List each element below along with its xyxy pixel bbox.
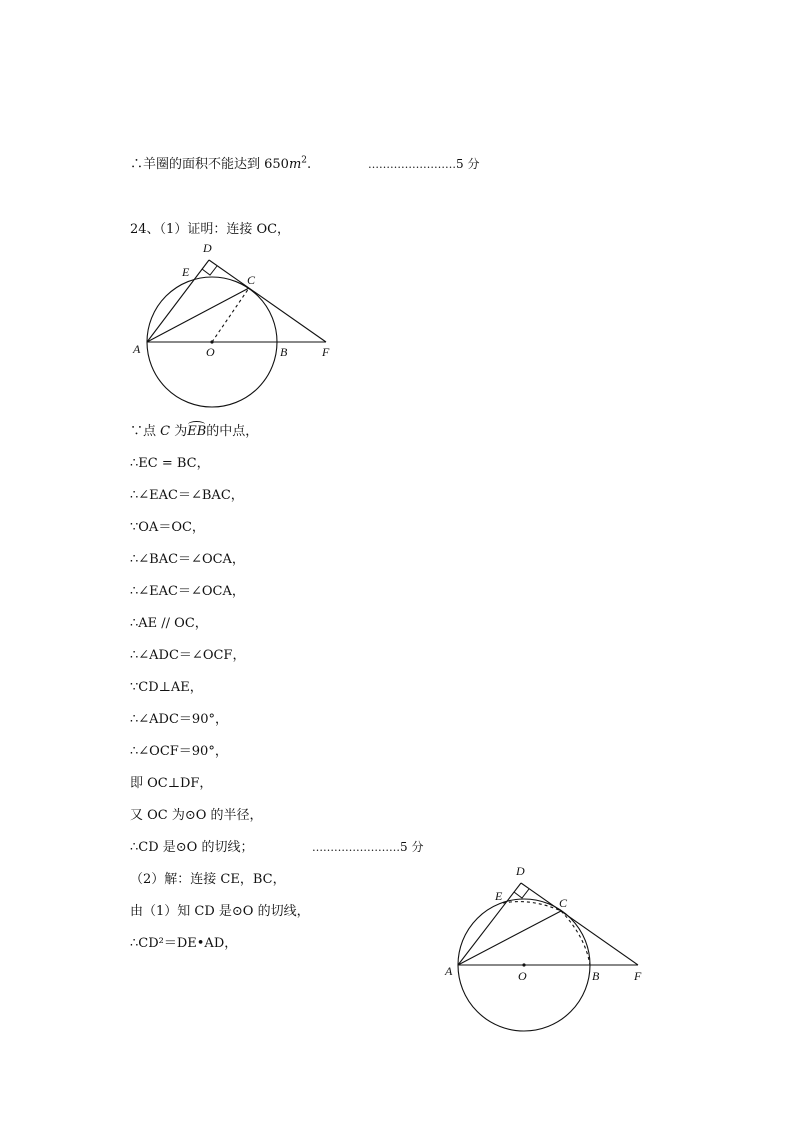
proof-line-5: ∴∠BAC＝∠OCA，: [130, 552, 245, 567]
fig2-label-f: F: [634, 969, 642, 983]
proof-line-14: ∴CD 是⊙O 的切线；: [130, 840, 254, 855]
proof-line-7: ∴AE // OC，: [130, 616, 208, 631]
fig2-label-a: A: [445, 964, 453, 978]
fig1-label-o: O: [206, 345, 215, 359]
fig1-label-c: C: [247, 273, 256, 287]
score-dots-1: ……………………5 分: [368, 157, 480, 171]
fig1-label-d: D: [203, 241, 212, 255]
proof-line-17: ∴CD²＝DE•AD，: [130, 936, 238, 951]
proof-line-10: ∴∠ADC＝90°，: [130, 712, 228, 727]
proof-line-2: ∴EC = BC，: [130, 456, 210, 471]
proof-line-13: 又 OC 为⊙O 的半径，: [130, 808, 263, 823]
problem-header: 24、（1）证明：连接 OC，: [130, 222, 291, 237]
fig2-label-b: B: [592, 969, 600, 983]
proof-line-3: ∴∠EAC＝∠BAC，: [130, 488, 244, 503]
fig2-label-e: E: [495, 889, 503, 903]
fig1-label-f: F: [322, 345, 330, 359]
proof-line-8: ∴∠ADC＝∠OCF，: [130, 648, 246, 663]
proof-line-11: ∴∠OCF＝90°，: [130, 744, 228, 759]
score-dots-2: ……………………5 分: [312, 840, 424, 854]
proof-line-1: ∵点 C 为EB的中点，: [130, 424, 259, 439]
fig2-label-o: O: [518, 969, 527, 983]
fig1-label-e: E: [182, 265, 190, 279]
proof-line-6: ∴∠EAC＝∠OCA，: [130, 584, 245, 599]
geometry-figure-1: [128, 236, 338, 414]
geometry-figure-2: [440, 858, 655, 1038]
fig2-label-c: C: [559, 896, 568, 910]
proof-line-4: ∵OA＝OC，: [130, 520, 205, 535]
fig1-label-b: B: [280, 345, 288, 359]
fig2-label-d: D: [516, 864, 525, 878]
area-conclusion: ∴羊圈的面积不能达到 $650m^2$.: [130, 155, 312, 172]
fig1-label-a: A: [133, 342, 141, 356]
proof-line-9: ∵CD⊥AE，: [130, 680, 203, 695]
proof-line-12: 即 OC⊥DF，: [130, 776, 213, 791]
proof-line-16: 由（1）知 CD 是⊙O 的切线，: [130, 904, 310, 919]
proof-line-15: （2）解：连接 CE，BC，: [130, 872, 286, 887]
